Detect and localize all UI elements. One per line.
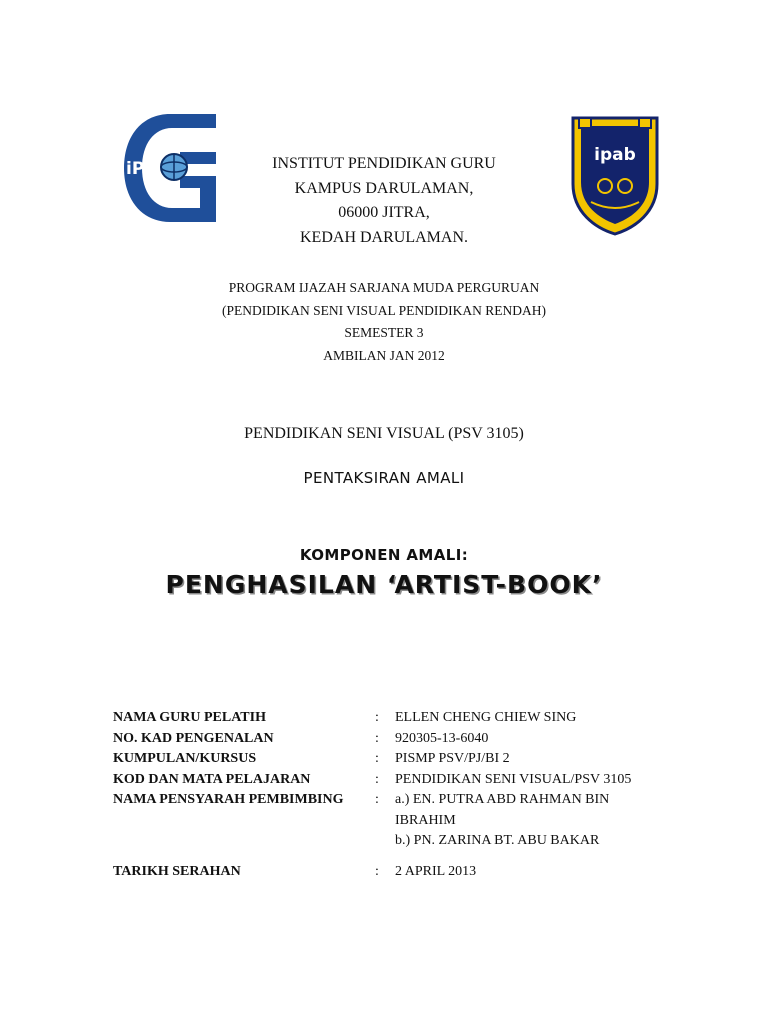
lecturer-line: IBRAHIM	[395, 812, 456, 828]
lecturer-line: a.) EN. PUTRA ABD RAHMAN BIN	[395, 792, 610, 807]
detail-label: KOD DAN MATA PELAJARAN	[113, 771, 311, 787]
detail-colon: :	[375, 771, 379, 787]
detail-label: KUMPULAN/KURSUS	[113, 751, 257, 766]
detail-value	[395, 790, 673, 852]
detail-row	[113, 708, 673, 729]
svg-text:iPG: iPG	[126, 159, 159, 179]
detail-value: 920305-13-6040	[395, 730, 489, 746]
institution-line: KEDAH DARULAMAN.	[300, 228, 468, 246]
program-line: SEMESTER 3	[344, 325, 424, 340]
ipab-crest	[569, 114, 661, 236]
detail-label: NAMA PENSYARAH PEMBIMBING	[113, 792, 344, 807]
institution-line: KAMPUS DARULAMAN,	[294, 179, 474, 197]
detail-value: PENDIDIKAN SENI VISUAL/PSV 3105	[395, 771, 632, 787]
program-line: (PENDIDIKAN SENI VISUAL PENDIDIKAN RENDAH)	[222, 302, 546, 318]
assessment-type: PENTAKSIRAN AMALI	[303, 469, 465, 487]
svg-text:ipab: ipab	[594, 145, 636, 165]
detail-row	[113, 790, 673, 852]
detail-row	[113, 729, 673, 750]
detail-value: PISMP PSV/PJ/BI 2	[395, 751, 510, 766]
detail-row	[113, 749, 673, 770]
details-table	[113, 708, 673, 882]
detail-label: NAMA GURU PELATIH	[113, 710, 266, 725]
program-info	[160, 277, 608, 367]
document-title: PENGHASILAN ‘ARTIST-BOOK’	[165, 570, 603, 599]
detail-value: ELLEN CHENG CHIEW SING	[395, 710, 577, 725]
course-title: PENDIDIKAN SENI VISUAL (PSV 3105)	[244, 425, 524, 442]
detail-colon: :	[375, 863, 379, 879]
component-label: KOMPONEN AMALI:	[299, 546, 469, 564]
detail-row	[113, 862, 673, 883]
program-line: PROGRAM IJAZAH SARJANA MUDA PERGURUAN	[228, 280, 540, 295]
institution-address	[200, 152, 568, 250]
detail-colon: :	[375, 710, 379, 725]
detail-label: NO. KAD PENGENALAN	[113, 730, 274, 746]
detail-label: TARIKH SERAHAN	[113, 863, 241, 879]
lecturer-line: b.) PN. ZARINA BT. ABU BAKAR	[395, 833, 600, 848]
detail-value: 2 APRIL 2013	[395, 863, 477, 879]
detail-colon: :	[375, 751, 379, 766]
row-spacer	[113, 852, 673, 862]
detail-colon: :	[375, 730, 379, 746]
institution-line: INSTITUT PENDIDIKAN GURU	[272, 155, 496, 172]
program-line: AMBILAN JAN 2012	[323, 347, 445, 363]
detail-colon: :	[375, 792, 379, 807]
detail-row	[113, 770, 673, 791]
institution-line: 06000 JITRA,	[338, 204, 430, 221]
